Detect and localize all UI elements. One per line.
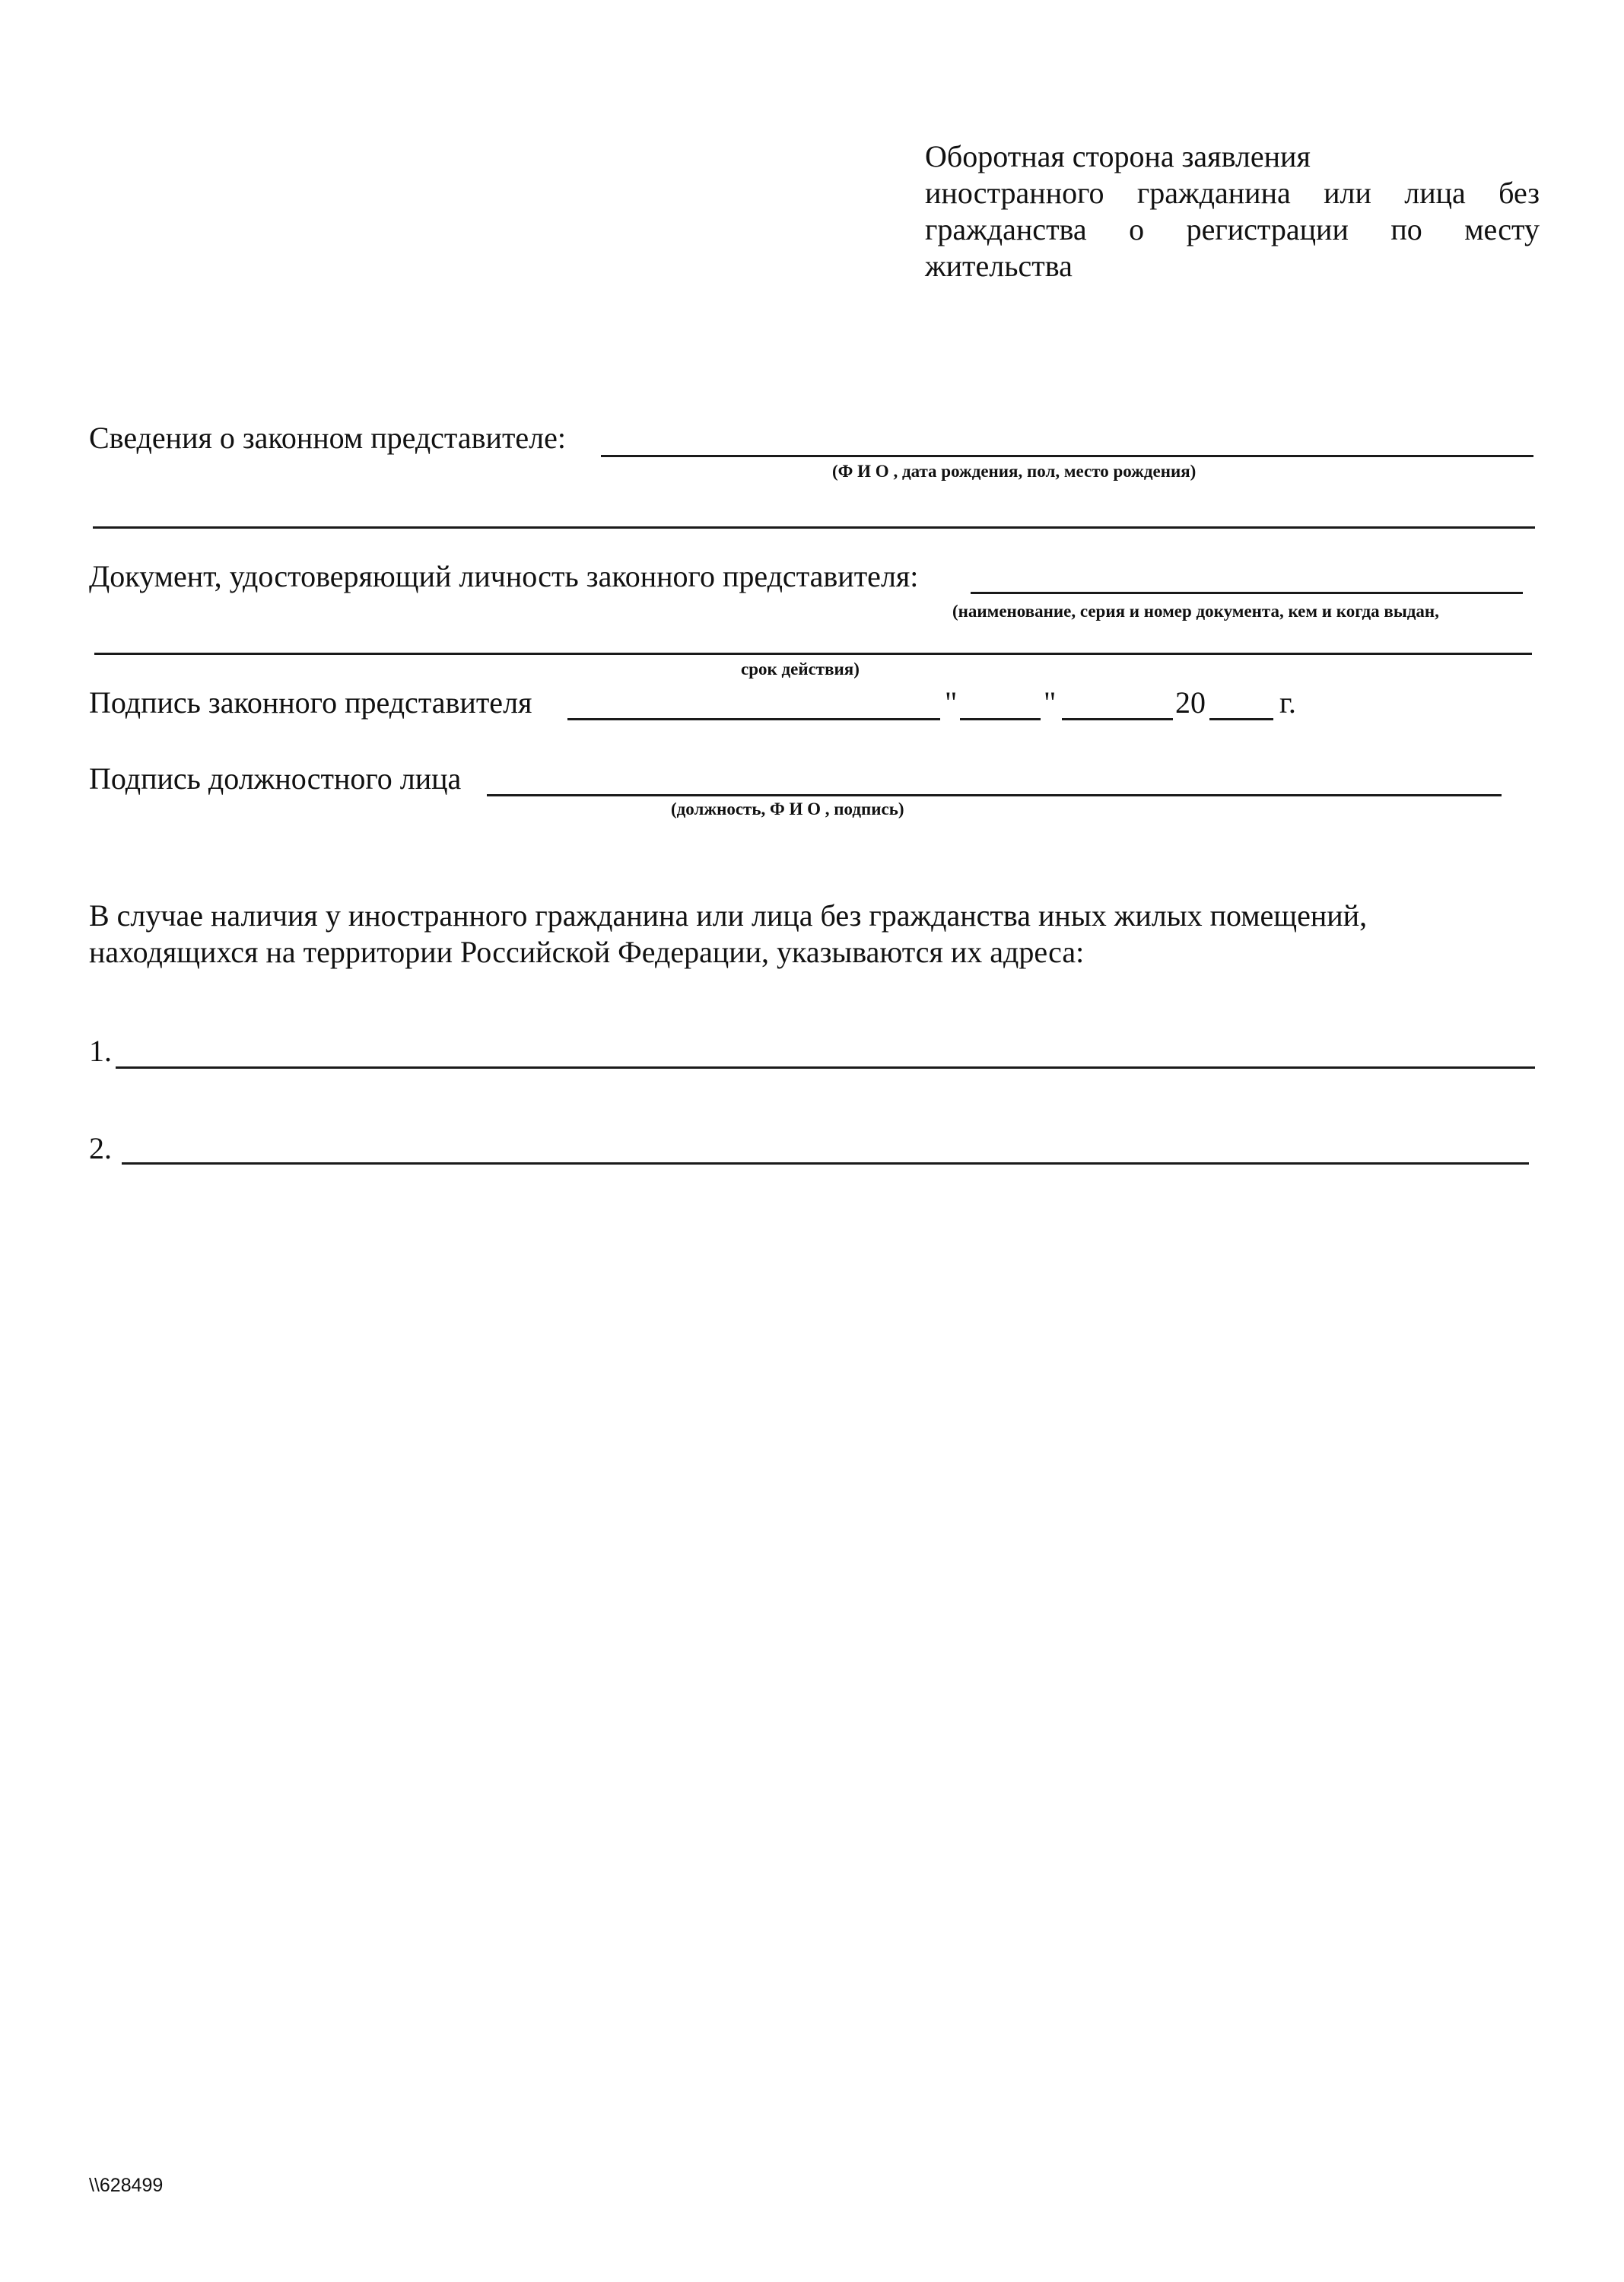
official-signature-label: Подпись должностного лица — [89, 761, 462, 796]
representative-field[interactable] — [601, 455, 1533, 457]
official-signature-field[interactable] — [487, 794, 1502, 796]
header-line-3: гражданства о регистрации по месту — [925, 212, 1540, 246]
address-item-2-field[interactable] — [122, 1162, 1529, 1165]
header-line-4: жительства — [925, 249, 1073, 283]
date-quote-open: " — [945, 685, 958, 720]
date-year-suffix: г. — [1279, 685, 1296, 720]
address-item-1-field[interactable] — [116, 1066, 1535, 1069]
document-hint-2: срок действия) — [741, 659, 860, 679]
document-hint-1: (наименование, серия и номер документа, кем и когда выдан, — [952, 602, 1439, 621]
other-premises-text-2: находящихся на территории Российской Федерации, указываются их адреса: — [89, 935, 1085, 969]
date-quote-close: " — [1044, 685, 1057, 720]
address-item-2-number: 2. — [89, 1131, 112, 1165]
form-header — [925, 138, 1540, 284]
other-premises-text-1: В случае наличия у иностранного гражданина или лица без гражданства иных жилых помещений, — [89, 898, 1368, 933]
document-label: Документ, удостоверяющий личность законного представителя: — [89, 559, 919, 593]
date-year-field[interactable] — [1209, 718, 1273, 720]
rep-signature-field[interactable] — [567, 718, 940, 720]
representative-field-continued[interactable] — [93, 526, 1535, 529]
date-month-field[interactable] — [1062, 718, 1173, 720]
document-field[interactable] — [971, 592, 1523, 594]
document-field-continued[interactable] — [94, 653, 1532, 655]
header-line-2: иностранного гражданина или лица без — [925, 176, 1540, 210]
rep-signature-label: Подпись законного представителя — [89, 685, 532, 720]
header-line-1: Оборотная сторона заявления — [925, 139, 1311, 173]
date-year-prefix: 20 — [1175, 685, 1206, 720]
official-signature-hint: (должность, Ф И О , подпись) — [671, 799, 904, 818]
footer-code: \\628499 — [89, 2175, 164, 2196]
address-item-1-number: 1. — [89, 1034, 112, 1068]
representative-hint: (Ф И О , дата рождения, пол, место рождения) — [832, 462, 1197, 481]
date-day-field[interactable] — [960, 718, 1041, 720]
representative-label: Сведения о законном представителе: — [89, 421, 567, 455]
